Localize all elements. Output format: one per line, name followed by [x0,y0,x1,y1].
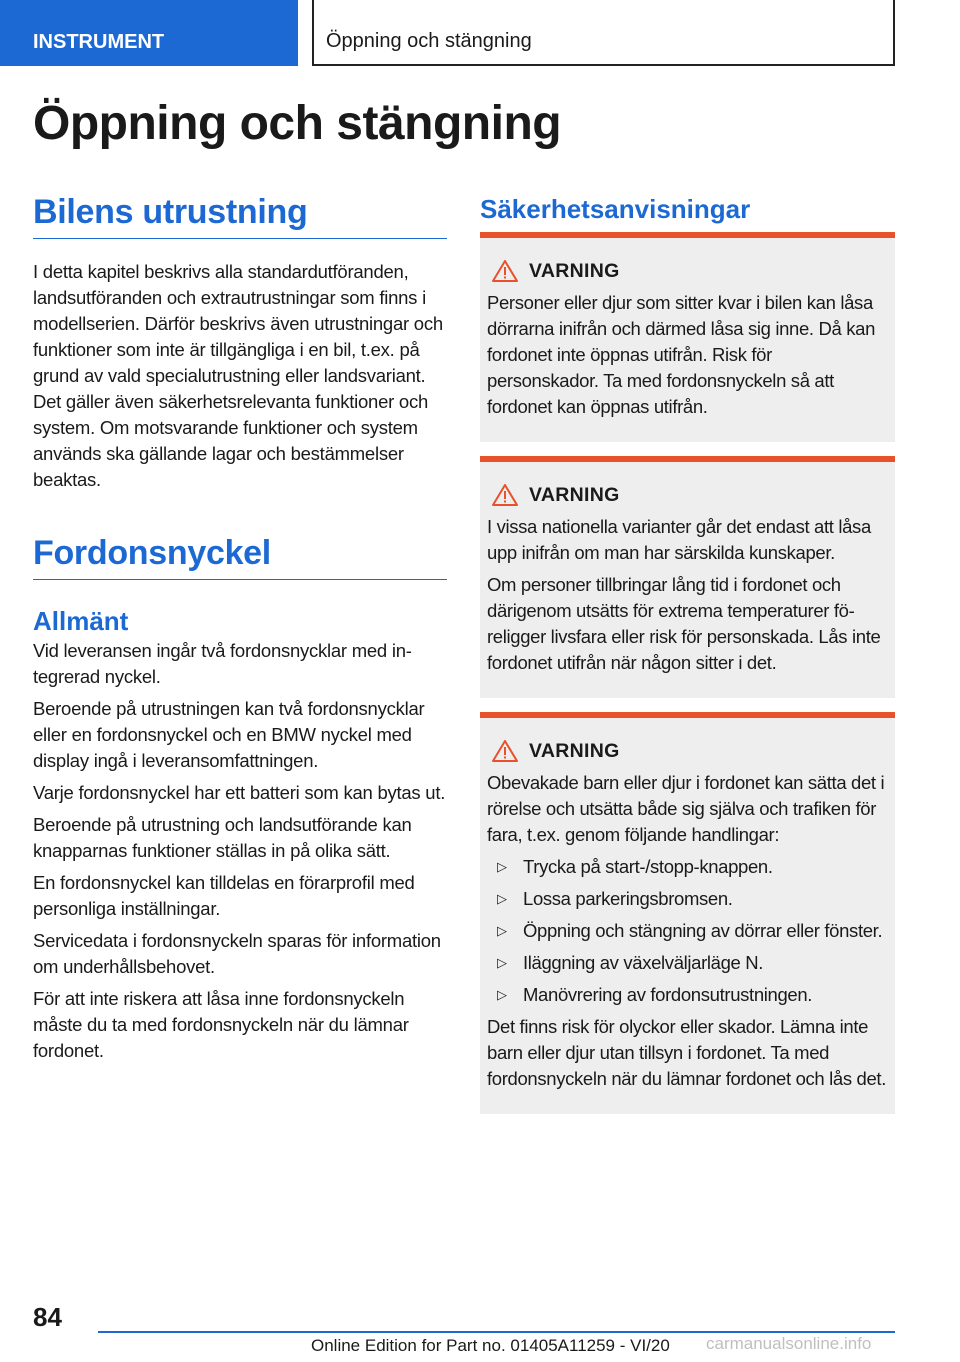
warning-text: Om personer tillbringar lång tid i fordonet och därigenom utsätts för extrema temperaturer föreligger livsfara eller risk för personskada. Lås inte fordonet utifrån när någon sitter i det. [487,574,881,673]
warning-triangle-icon [491,739,519,763]
section-label: INSTRUMENT [33,31,165,53]
section-tab [0,0,298,66]
heading-allmant: Allmänt [33,606,129,636]
bullet-triangle-icon: ▷ [497,987,507,1002]
footer-divider [98,1331,895,1333]
paragraph: Vid leveransen ingår två fordonsnycklar med integrerad nyckel. [33,640,412,687]
watermark: carmanualsonline.info [706,1334,872,1353]
list-item-text: Trycka på start-/stopp-knappen. [523,856,773,877]
bullet-triangle-icon: ▷ [497,859,507,874]
footer-edition: Online Edition for Part no. 01405A11259 - VI/20 [311,1336,670,1355]
list-item [487,918,887,944]
warning-triangle-icon [491,259,519,283]
bullet-triangle-icon: ▷ [497,955,507,970]
paragraph: En fordonsnyckel kan tilldelas en förarprofil med personliga inställningar. [33,872,415,919]
page-number: 84 [33,1302,62,1332]
paragraph: För att inte riskera att låsa inne fordonsnyckeln måste du ta med fordonsnyckeln när du lämnar fordonet. [33,988,409,1061]
right-column [480,186,895,1114]
list-item-text: Öppning och stängning av dörrar eller fönster. [523,920,883,941]
list-item [487,950,887,976]
page-title: Öppning och stängning [33,97,562,150]
warning-box [480,456,895,698]
warning-text: Personer eller djur som sitter kvar i bilen kan låsa dörrarna inifrån och därmed låsa sig inne. Då kan fordonet inte öppnas utifrån. Risk för personskador. Ta med fordonsnyckeln så att fordonet kan öppnas utifrån. [487,292,876,417]
bullet-triangle-icon: ▷ [497,891,507,906]
paragraph: Varje fordonsnyckel har ett batteri som kan bytas ut. [33,782,446,803]
paragraph: Beroende på utrustningen kan två fordonsnycklar eller en fordonsnyckel och en BMW nyckel med display ingå i leveransomfattningen. [33,698,425,771]
warning-box [480,232,895,442]
warning-text: I vissa nationella varianter går det endast att låsa upp inifrån om man har särskilda kunskaper. [487,516,871,563]
paragraph: Beroende på utrustning och landsutförande kan knapparnas funktioner ställas in på olika sätt. [33,814,412,861]
intro-paragraph: I detta kapitel beskrivs alla standardutföranden, landsutföranden och extrautrustningar som finns i modellserien. Därför beskrivs även utrustningar och funktioner som inte är tillgängliga i en bil, t.ex. på grund av vald specialutrustning eller landsvariant. Det gäller även säkerhetsrelevanta funktioner och system. Om motsvarande funktioner och system används ska gällande lagar och bestämmelser beaktas. [33,261,443,490]
warning-text: Det finns risk för olyckor eller skador. Lämna inte barn eller djur utan tillsyn i fordonet. Ta med fordonsnyckeln när du lämnar fordonet och lås det. [487,1016,886,1089]
list-item [487,854,887,880]
warning-label: VARNING [529,739,620,762]
paragraph: Servicedata i fordonsnyckeln sparas för information om underhållsbehovet. [33,930,441,977]
list-item-text: Manövrering av fordonsutrustningen. [523,984,813,1005]
chapter-label: Öppning och stängning [326,30,532,52]
left-column [33,186,447,1064]
bullet-triangle-icon: ▷ [497,923,507,938]
list-item [487,982,887,1008]
list-item-text: Lossa parkeringsbromsen. [523,888,733,909]
warning-triangle-icon [491,483,519,507]
warning-header [487,738,887,764]
warning-text: Obevakade barn eller djur i fordonet kan sätta det i rörelse och utsätta både sig själva och trafiken för fara, t.ex. genom följande handlingar: [487,772,885,845]
warning-box [480,712,895,1114]
chapter-header [312,0,895,66]
warning-label: VARNING [529,259,620,282]
warning-header [487,482,887,508]
heading-fordonsnyckel: Fordonsnyckel [33,527,447,580]
heading-sakerhetsanvisningar: Säkerhetsanvisningar [480,194,751,224]
warning-header [487,258,887,284]
list-item [487,886,887,912]
heading-bilens-utrustning: Bilens utrustning [33,186,447,239]
list-item-text: Iläggning av växelväljarläge N. [523,952,764,973]
warning-label: VARNING [529,483,620,506]
